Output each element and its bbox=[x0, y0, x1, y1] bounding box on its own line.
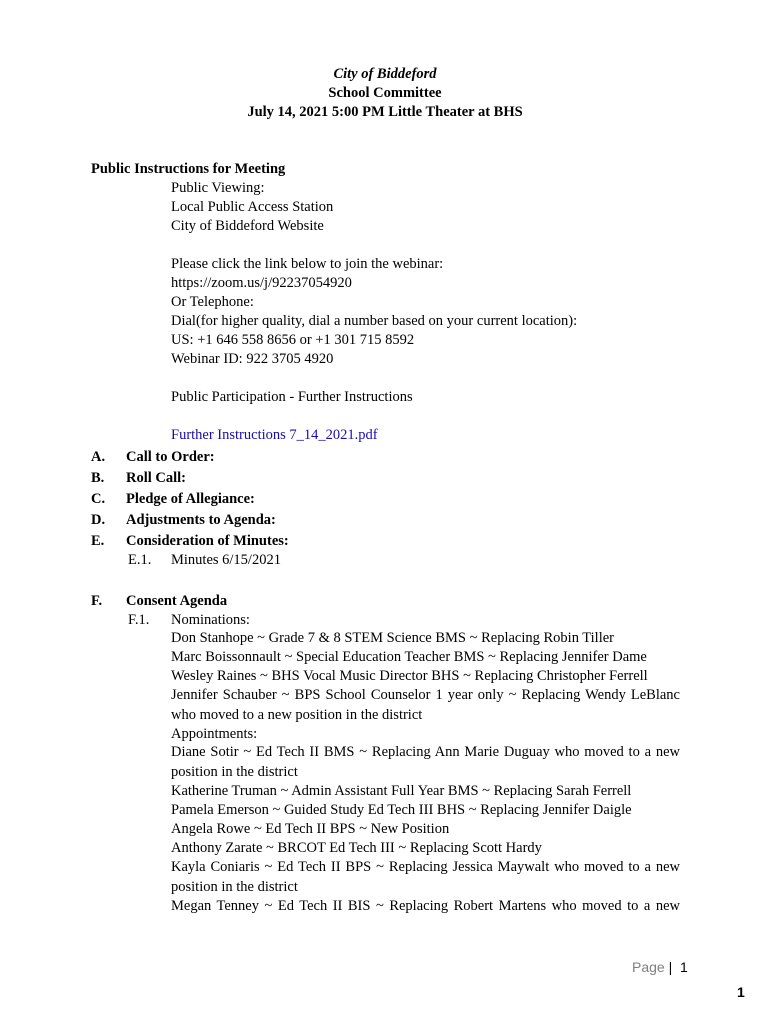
nomination-line: Wesley Raines ~ BHS Vocal Music Director BHS ~ Replacing Christopher Ferrell bbox=[171, 668, 648, 684]
page-separator: | bbox=[668, 959, 673, 975]
meeting-title: July 14, 2021 5:00 PM Little Theater at BHS bbox=[247, 104, 523, 120]
appointments-label: Appointments: bbox=[171, 726, 258, 742]
appointment-line: Kayla Coniaris ~ Ed Tech II BPS ~ Replacing Jessica Maywalt who moved to a new bbox=[171, 859, 680, 875]
city-title: City of Biddeford bbox=[333, 66, 437, 82]
nomination-line: Don Stanhope ~ Grade 7 & 8 STEM Science BMS ~ Replacing Robin Tiller bbox=[171, 630, 615, 646]
agenda-adjustments: Adjustments to Agenda: bbox=[126, 512, 276, 528]
appointment-line: position in the district bbox=[171, 764, 298, 780]
appointment-line: Diane Sotir ~ Ed Tech II BMS ~ Replacing Ann Marie Duguay who moved to a new bbox=[171, 744, 680, 760]
agenda-letter-e: E. bbox=[91, 533, 105, 549]
phone-numbers: US: +1 646 558 8656 or +1 301 715 8592 bbox=[171, 332, 415, 348]
public-instructions-heading: Public Instructions for Meeting bbox=[91, 161, 286, 177]
agenda-pledge: Pledge of Allegiance: bbox=[126, 491, 255, 507]
agenda-letter-d: D. bbox=[91, 512, 106, 528]
committee-title: School Committee bbox=[328, 85, 442, 101]
appointment-line: Anthony Zarate ~ BRCOT Ed Tech III ~ Replacing Scott Hardy bbox=[171, 840, 542, 856]
agenda-letter-b: B. bbox=[91, 470, 105, 486]
page-label: Page bbox=[632, 959, 665, 975]
website-line: City of Biddeford Website bbox=[171, 218, 324, 234]
agenda-roll-call: Roll Call: bbox=[126, 470, 187, 486]
public-participation-line: Public Participation - Further Instructions bbox=[171, 389, 413, 405]
agenda-letter-a: A. bbox=[91, 449, 106, 465]
appointment-line: Megan Tenney ~ Ed Tech II BIS ~ Replacing Robert Martens who moved to a new bbox=[171, 898, 680, 914]
consent-item-number: F.1. bbox=[128, 612, 150, 628]
page-footer bbox=[632, 959, 688, 975]
minutes-item-number: E.1. bbox=[128, 552, 152, 568]
appointment-line: position in the district bbox=[171, 879, 298, 895]
consent-agenda-title: Consent Agenda bbox=[126, 593, 228, 609]
further-instructions-link[interactable]: Further Instructions 7_14_2021.pdf bbox=[171, 427, 378, 443]
appointment-line: Angela Rowe ~ Ed Tech II BPS ~ New Position bbox=[171, 821, 450, 837]
agenda-call-to-order: Call to Order: bbox=[126, 449, 215, 465]
appointment-line: Pamela Emerson ~ Guided Study Ed Tech III BHS ~ Replacing Jennifer Daigle bbox=[171, 802, 632, 818]
corner-page-number: 1 bbox=[737, 984, 745, 1000]
page-number: 1 bbox=[680, 959, 688, 975]
appointment-line: Katherine Truman ~ Admin Assistant Full Year BMS ~ Replacing Sarah Ferrell bbox=[171, 783, 632, 799]
agenda-minutes: Consideration of Minutes: bbox=[126, 533, 289, 549]
agenda-letter-f: F. bbox=[91, 593, 103, 609]
public-access-line: Local Public Access Station bbox=[171, 199, 334, 215]
minutes-item-text: Minutes 6/15/2021 bbox=[171, 552, 281, 568]
dial-instruction: Dial(for higher quality, dial a number based on your current location): bbox=[171, 313, 578, 329]
agenda-letter-c: C. bbox=[91, 491, 106, 507]
public-viewing-label: Public Viewing: bbox=[171, 180, 265, 196]
nomination-line: Jennifer Schauber ~ BPS School Counselor 1 year only ~ Replacing Wendy LeBlanc bbox=[171, 687, 680, 703]
nomination-line: Marc Boissonnault ~ Special Education Teacher BMS ~ Replacing Jennifer Dame bbox=[171, 649, 647, 665]
nomination-line: who moved to a new position in the district bbox=[171, 707, 423, 723]
telephone-label: Or Telephone: bbox=[171, 294, 254, 310]
webinar-instruction: Please click the link below to join the webinar: bbox=[171, 256, 444, 272]
zoom-url[interactable]: https://zoom.us/j/92237054920 bbox=[171, 275, 352, 291]
webinar-id: Webinar ID: 922 3705 4920 bbox=[171, 351, 334, 367]
nominations-label: Nominations: bbox=[171, 612, 250, 628]
